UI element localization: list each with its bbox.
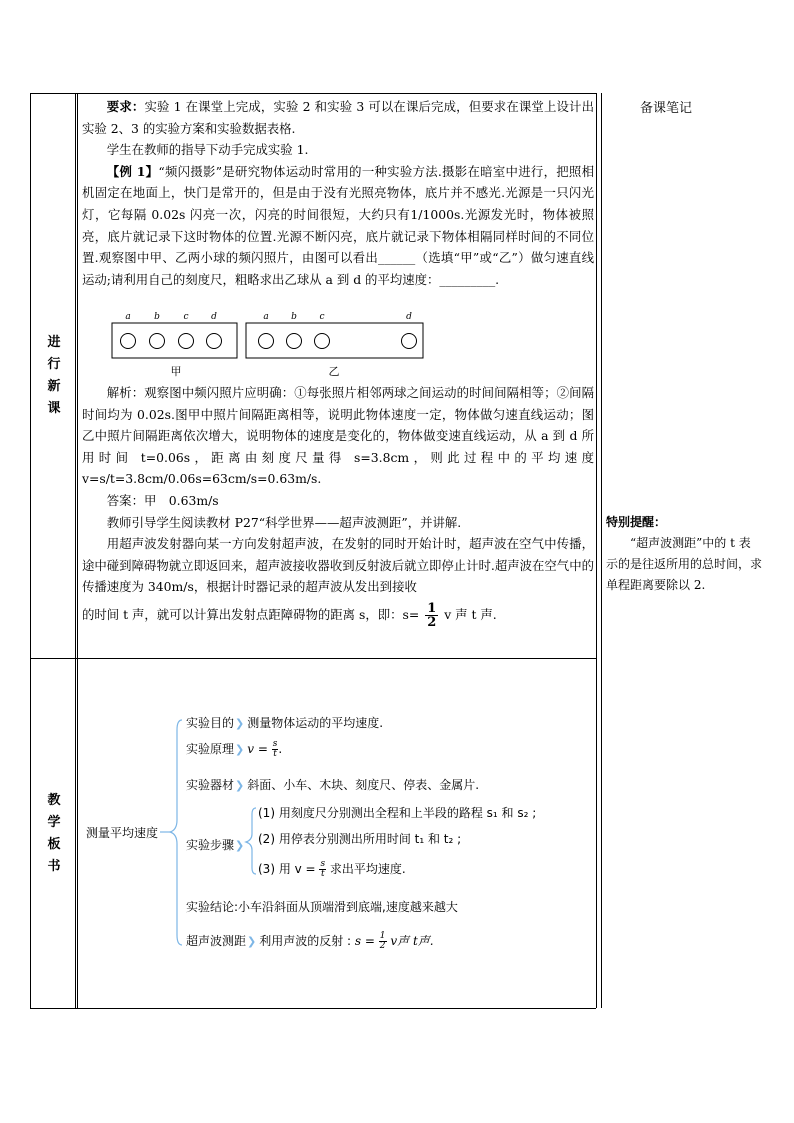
ultrasonic-fraction: $\frac{1}{2}$	[427, 600, 437, 630]
section-label-blackboard: 教 学 板 书	[47, 793, 61, 874]
analysis-paragraph: 解析：观察图中频闪照片应明确：①每张照片相邻两球之间运动的时间间隔相等；②间隔时间均为 0.02s.图甲中照片间隔距离相等，说明此物体速度一定，物体做匀速直线运动；图乙中照片间隔距离依次增大，说明物体的速度是变化的，物体做变速直线运动，从 a 到 d 所用时间 t=0.06s，距离由刻度尺量得 s=3.8cm，则此过程中的平均速度 v=s/t=3.8cm/0.06s=63cm/s=0.63m/s.	[82, 385, 594, 487]
jia-photo-frame	[112, 323, 237, 358]
chevron-right-icon: ❯	[235, 717, 245, 730]
mindmap-principle: 实验原理❯ v = $\frac{s}{t}$.	[186, 739, 283, 759]
jia-ball	[150, 334, 165, 349]
yi-ball	[259, 334, 274, 349]
step3-fraction: $\frac{s}{t}$	[320, 859, 326, 879]
mindmap-step-1: (1) 用刻度尺分别测出全程和上半段的路程 s₁ 和 s₂ ;	[258, 806, 537, 820]
strobe-photo-diagram	[108, 308, 428, 378]
chevron-right-icon: ❯	[247, 935, 257, 948]
mindmap-step-2: (2) 用停表分别测出所用时间 t₁ 和 t₂ ;	[258, 832, 462, 846]
notes-column-border	[601, 93, 602, 1008]
lesson-analysis	[82, 382, 594, 629]
yi-photo-frame	[246, 323, 423, 358]
answer-paragraph: 答案：甲 0.63m/s	[106, 492, 219, 508]
teacher-paragraph: 教师引导学生阅读教材 P27“科学世界——超声波测距”，并讲解.	[106, 514, 462, 530]
table-bottom-border	[30, 1008, 596, 1009]
chevron-right-icon: ❯	[235, 839, 245, 852]
jia-letter-b: b	[154, 312, 160, 322]
caption-jia: 甲	[170, 365, 182, 378]
ultrasonic-formula-line: 的时间 t 声，就可以计算出发射点距障碍物的距离 s，即：s= $\frac{1}{2}$ v 声 t 声.	[82, 600, 497, 630]
yi-letter-a: a	[263, 312, 269, 322]
yi-ball	[315, 334, 330, 349]
note-text: “超声波测距”中的 t 表示的是往返所用的总时间，求单程距离要除以 2.	[606, 536, 763, 592]
notes-header: 备课笔记	[640, 101, 693, 116]
table-right-border	[596, 93, 597, 1008]
guide-paragraph: 学生在教师的指导下动手完成实验 1.	[106, 142, 309, 158]
table-mid-border	[30, 658, 596, 659]
table-label-divider	[75, 93, 76, 1008]
mindmap-ultrasonic: 超声波测距❯ 利用声波的反射 : s = $\frac{1}{2}$ v声 t声.	[186, 931, 434, 951]
jia-ball	[121, 334, 136, 349]
jia-letter-d: d	[211, 312, 217, 322]
mindmap-steps-key: 实验步骤❯	[186, 838, 245, 852]
chevron-right-icon: ❯	[235, 743, 245, 756]
table-label-divider-inner	[77, 93, 78, 1008]
mindmap-conclusion: 实验结论:小车沿斜面从顶端滑到底端,速度越来越大	[186, 900, 458, 914]
table-left-border	[30, 93, 31, 1008]
chevron-right-icon: ❯	[235, 779, 245, 792]
strobe-figure	[108, 308, 428, 378]
yi-letter-d: d	[406, 312, 412, 322]
yi-ball	[402, 334, 417, 349]
mindmap-root: 测量平均速度	[86, 826, 159, 840]
mindmap-equipment: 实验器材❯ 斜面、小车、木块、刻度尺、停表、金属片.	[186, 778, 480, 792]
note-title: 特别提醒：	[606, 515, 667, 529]
yi-letter-c: c	[319, 312, 325, 322]
mindmap-purpose: 实验目的❯ 测量物体运动的平均速度.	[186, 716, 384, 730]
example-paragraph: 【例 1】“频闪摄影”是研究物体运动时常用的一种实验方法.摄影在暗室中进行，把照相机固定在地面上，快门是常开的，但是由于没有光照亮物体，底片并不感光.光源是一只闪光灯，它每隔 0.02s 闪亮一次，闪亮的时间很短，大约只有1/1000s.光源发光时，物体被照亮，底片就记录下这时物体的位置.光源不断闪亮，底片就记录下物体相隔同样时间的不同位置.观察图中甲、乙两小球的频闪照片，由图可以看出______（选填“甲”或“乙”）做匀速直线运动;请利用自己的刻度尺，粗略求出乙球从 a 到 d 的平均速度：_________.	[82, 163, 595, 287]
section-label-new-lesson: 进 行 新 课	[47, 335, 61, 416]
jia-ball	[207, 334, 222, 349]
principle-fraction: $\frac{s}{t}$	[272, 739, 278, 759]
jia-letter-a: a	[125, 312, 131, 322]
mindmap-step-3: (3) 用 v = $\frac{s}{t}$ 求出平均速度.	[258, 859, 406, 879]
ultrasonic-map-fraction: $\frac{1}{2}$	[379, 931, 386, 951]
jia-ball	[179, 334, 194, 349]
yi-ball	[287, 334, 302, 349]
ultrasonic-paragraph: 用超声波发射器向某一方向发射超声波，在发射的同时开始计时，超声波在空气中传播，途中碰到障碍物就立即返回来，超声波接收器收到反射波后就立即停止计时.超声波在空气中的传播速度为 340m/s，根据计时器记录的超声波从发出到接收	[82, 536, 594, 595]
requirement-paragraph: 要求：实验 1 在课堂上完成，实验 2 和实验 3 可以在课后完成，但要求在课堂上设计出实验 2、3 的实验方案和实验数据表格.	[82, 99, 594, 136]
jia-letter-c: c	[183, 312, 189, 322]
table-top-border	[30, 93, 596, 94]
lesson-intro	[82, 96, 594, 290]
yi-letter-b: b	[291, 312, 297, 322]
caption-yi: 乙	[328, 365, 340, 378]
special-note	[606, 512, 762, 596]
